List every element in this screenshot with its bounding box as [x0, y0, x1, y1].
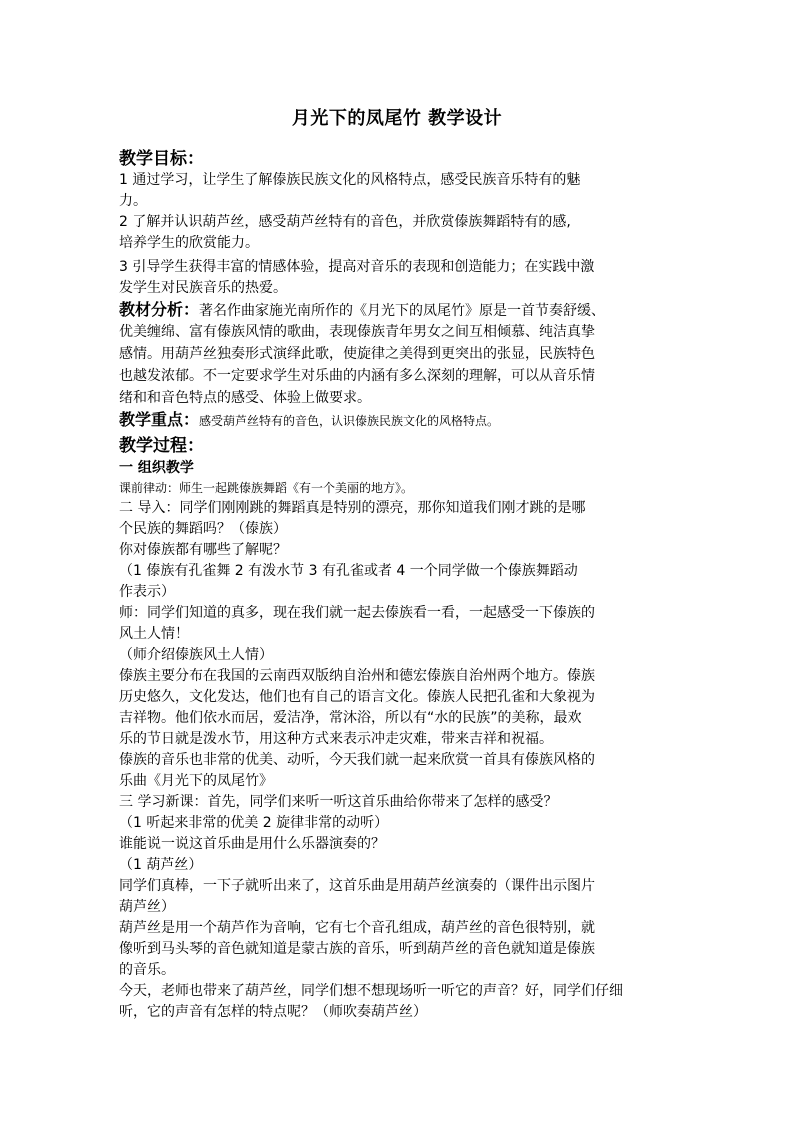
analysis-line: 感情。用葫芦丝独奏形式演绎此歌，使旋律之美得到更突出的张显，民族特色 [119, 346, 595, 362]
process-line: 你对傣族都有哪些了解呢？ [119, 542, 287, 558]
process-line: 一 组织教学 [119, 460, 194, 476]
process-line: 葫芦丝是用一个葫芦作为音响，它有七个音孔组成，葫芦丝的音色很特别，就 [119, 920, 595, 936]
process-line: 二 导入：同学们刚刚跳的舞蹈真是特别的漂亮，那你知道我们刚才跳的是哪 [119, 500, 586, 516]
goals-line: 3 引导学生获得丰富的情感体验，提高对音乐的表现和创造能力；在实践中激 [119, 259, 595, 275]
process-line: 课前律动：师生一起跳傣族舞蹈《有一个美丽的地方》。 [119, 481, 414, 495]
goals-line: 2 了解并认识葫芦丝，感受葫芦丝特有的音色，并欣赏傣族舞蹈特有的感, [119, 214, 571, 230]
process-line: 葫芦丝） [119, 899, 175, 915]
process-heading: 教学过程： [119, 436, 204, 456]
goals-line: 培养学生的欣赏能力。 [119, 235, 259, 251]
process-line: 的音乐。 [119, 962, 175, 978]
process-line: （1 葫芦丝） [119, 857, 203, 873]
analysis-text: 著名作曲家施光南所作的《月光下的凤尾竹》原是一首节奏舒缓、 [199, 303, 606, 319]
goals-line: 1 通过学习，让学生了解傣族民族文化的风格特点，感受民族音乐特有的魅 [119, 172, 581, 188]
document-title: 月光下的凤尾竹 教学设计 [291, 108, 503, 129]
process-line: 历史悠久，文化发达，他们也有自己的语言文化。傣族人民把孔雀和大象视为 [119, 689, 595, 705]
goals-heading: 教学目标： [119, 149, 204, 169]
analysis-line: 也越发浓郁。不一定要求学生对乐曲的内涵有多么深刻的理解，可以从音乐情 [119, 368, 595, 384]
goals-line: 力。 [119, 193, 147, 209]
process-line: 吉祥物。他们依水而居，爱洁净，常沐浴，所以有“水的民族”的美称，最欢 [119, 710, 582, 726]
analysis-line: 绪和和音色特点的感受、体验上做要求。 [119, 390, 371, 406]
process-line: 今天，老师也带来了葫芦丝，同学们想不想现场听一听它的声音？好，同学们仔细 [119, 983, 623, 999]
process-line: 三 学习新课：首先，同学们来听一听这首乐曲给你带来了怎样的感受？ [119, 794, 558, 810]
analysis-first-line [119, 301, 605, 320]
goals-line: 发学生对民族音乐的热爱。 [119, 280, 287, 296]
process-line: 听，它的声音有怎样的特点呢？（师吹奏葫芦丝） [119, 1004, 427, 1020]
process-line: 个民族的舞蹈吗？（傣族） [119, 521, 287, 537]
process-line: 谁能说一说这首乐曲是用什么乐器演奏的？ [119, 836, 385, 852]
process-line: （1 傣族有孔雀舞 2 有泼水节 3 有孔雀或者 4 一个同学做一个傣族舞蹈动 [119, 563, 578, 579]
process-line: 乐曲《月光下的凤尾竹》 [119, 773, 273, 789]
focus-text: 感受葫芦丝特有的音色，认识傣族民族文化的风格特点。 [199, 414, 500, 428]
process-line: 傣族主要分布在我国的云南西双版纳自治州和德宏傣族自治州两个地方。傣族 [119, 668, 595, 684]
process-line: 傣族的音乐也非常的优美、动听，今天我们就一起来欣赏一首具有傣族风格的 [119, 752, 595, 768]
analysis-line: 优美缠绵、富有傣族风情的歌曲，表现傣族青年男女之间互相倾慕、纯洁真挚 [119, 324, 595, 340]
process-line: 乐的节日就是泼水节，用这种方式来表示冲走灾难，带来吉祥和祝福。 [119, 731, 553, 747]
process-line: 作表示） [119, 584, 175, 600]
process-line: 同学们真棒，一下子就听出来了，这首乐曲是用葫芦丝演奏的（课件出示图片 [119, 878, 595, 894]
process-line: （1 听起来非常的优美 2 旋律非常的动听） [119, 815, 389, 831]
focus-line [119, 411, 499, 430]
analysis-heading: 教材分析： [119, 300, 200, 319]
focus-heading: 教学重点： [119, 410, 200, 429]
process-line: （师介绍傣族风土人情） [119, 647, 273, 663]
process-line: 师：同学们知道的真多，现在我们就一起去傣族看一看，一起感受一下傣族的 [119, 605, 595, 621]
process-line: 风土人情！ [119, 626, 189, 642]
process-line: 像听到马头琴的音色就知道是蒙古族的音乐，听到葫芦丝的音色就知道是傣族 [119, 941, 595, 957]
